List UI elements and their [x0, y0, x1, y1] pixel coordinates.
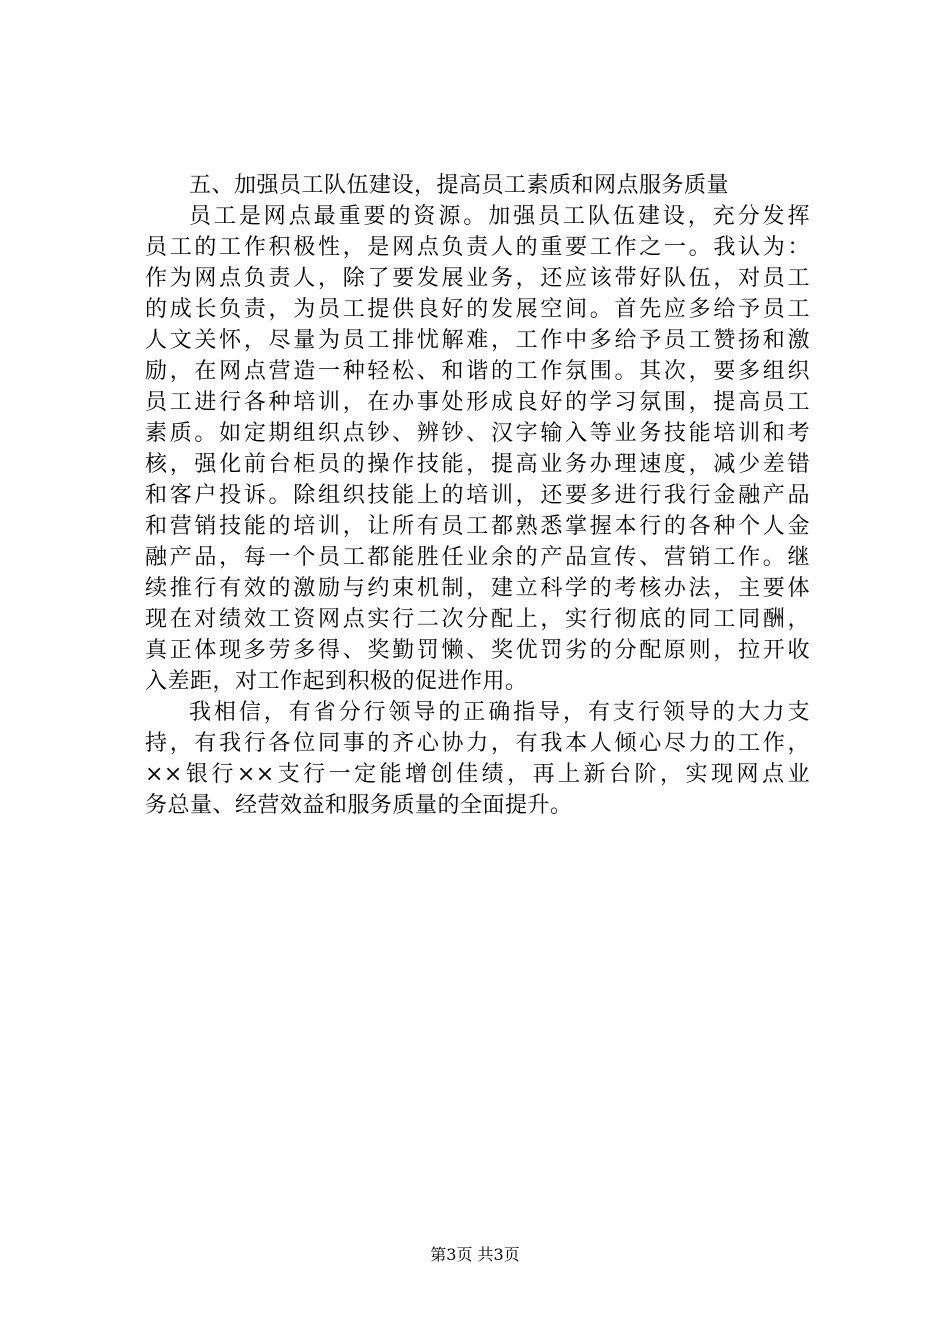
paragraph-conclusion: [145, 697, 810, 821]
paragraph-line: 人文关怀，尽量为员工排忧解难，工作中多给予员工赞扬和激: [145, 328, 810, 353]
paragraph-line: 我相信，有省分行领导的正确指导，有支行领导的大力支: [189, 700, 810, 725]
paragraph-line: 员工的工作积极性，是网点负责人的重要工作之一。我认为：: [145, 235, 810, 260]
paragraph-line: 励，在网点营造一种轻松、和谐的工作氛围。其次，要多组织: [145, 359, 810, 384]
paragraph-line: 的成长负责，为员工提供良好的发展空间。首先应多给予员工: [145, 297, 810, 322]
paragraph-line: ××银行××支行一定能增创佳绩，再上新台阶，实现网点业: [145, 762, 810, 787]
paragraph-line: 核，强化前台柜员的操作技能，提高业务办理速度，减少差错: [145, 452, 810, 477]
paragraph-line: 作为网点负责人，除了要发展业务，还应该带好队伍，对员工: [145, 266, 810, 291]
paragraph-line: 素质。如定期组织点钞、辨钞、汉字输入等业务技能培训和考: [145, 421, 810, 446]
paragraph-line: 员工进行各种培训，在办事处形成良好的学习氛围，提高员工: [145, 390, 810, 415]
page-number: 第3页 共3页: [430, 1245, 520, 1264]
page-footer: [0, 1245, 950, 1265]
paragraph-line: 入差距，对工作起到积极的促进作用。: [145, 669, 528, 694]
paragraph-line: 和营销技能的培训，让所有员工都熟悉掌握本行的各种个人金: [145, 514, 810, 539]
paragraph-line: 员工是网点最重要的资源。加强员工队伍建设，充分发挥: [189, 204, 810, 229]
paragraph-line: 续推行有效的激励与约束机制，建立科学的考核办法，主要体: [145, 576, 810, 601]
document-body: [145, 170, 810, 821]
paragraph-line: 真正体现多劳多得、奖勤罚懒、奖优罚劣的分配原则，拉开收: [145, 638, 810, 663]
section-heading: 五、加强员工队伍建设，提高员工素质和网点服务质量: [189, 173, 730, 198]
paragraph-line: 持，有我行各位同事的齐心协力，有我本人倾心尽力的工作，: [145, 731, 810, 756]
paragraph-line: 融产品，每一个员工都能胜任业余的产品宣传、营销工作。继: [145, 545, 810, 570]
paragraph-line: 务总量、经营效益和服务质量的全面提升。: [145, 793, 573, 818]
paragraph-line: 现在对绩效工资网点实行二次分配上，实行彻底的同工同酬，: [145, 607, 810, 632]
paragraph-line: 和客户投诉。除组织技能上的培训，还要多进行我行金融产品: [145, 483, 810, 508]
paragraph-staff-building: [145, 201, 810, 697]
